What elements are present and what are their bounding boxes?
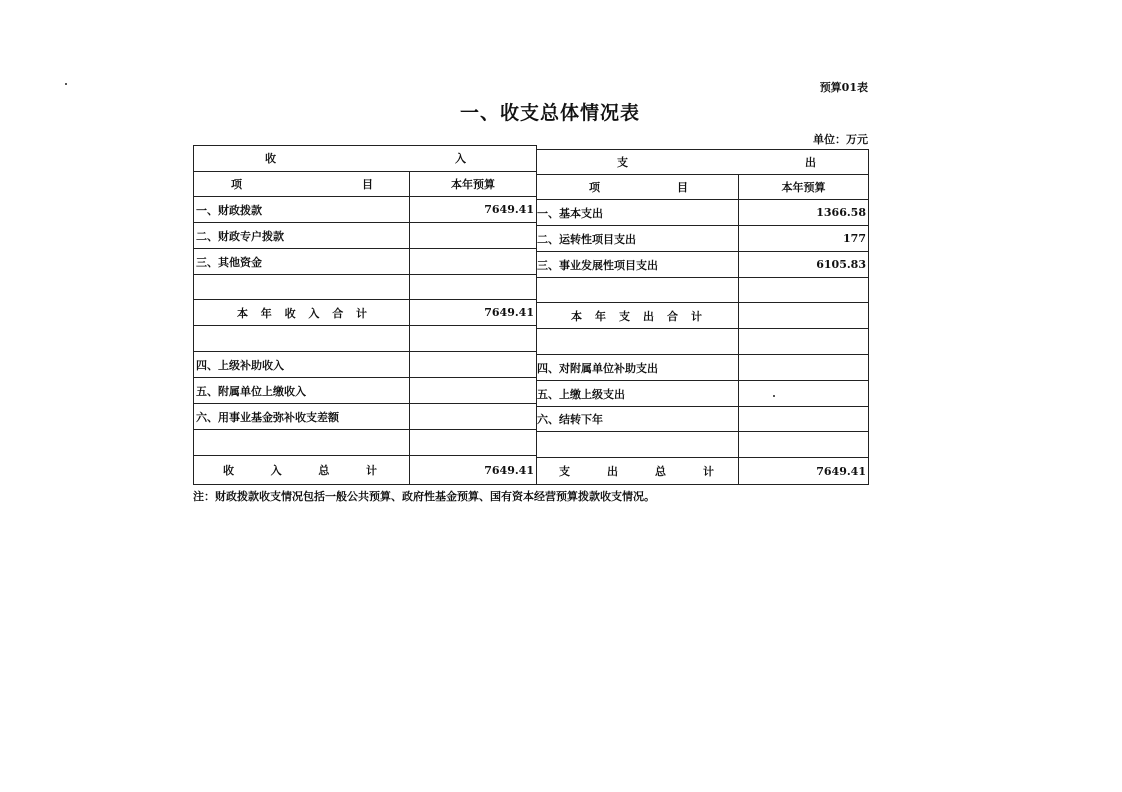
scan-speck bbox=[773, 395, 775, 397]
income-item: 六、用事业基金弥补收支差额 bbox=[193, 404, 410, 430]
income-grand-total-label: 收 入 总 计 bbox=[193, 456, 410, 485]
expense-budget: 1366.58 bbox=[739, 200, 869, 226]
income-item: 四、上级补助收入 bbox=[193, 352, 410, 378]
expense-budget bbox=[739, 381, 869, 407]
expense-header: 支 出 bbox=[537, 149, 869, 175]
income-budget bbox=[410, 223, 537, 249]
expense-budget bbox=[739, 432, 869, 458]
expense-budget bbox=[739, 329, 869, 355]
income-item: 二、财政专户拨款 bbox=[193, 223, 410, 249]
income-item bbox=[193, 275, 410, 300]
expense-item: 一、基本支出 bbox=[537, 200, 739, 226]
expense-budget bbox=[739, 407, 869, 432]
form-id: 预算01表 bbox=[819, 81, 868, 94]
expense-budget-header: 本年预算 bbox=[739, 175, 869, 200]
footnote: 注：财政拨款收支情况包括一般公共预算、政府性基金预算、国有资本经营预算拨款收支情况。 bbox=[193, 490, 655, 503]
income-budget-header: 本年预算 bbox=[410, 172, 537, 197]
expense-total-value bbox=[739, 303, 869, 329]
expense-budget: 6105.83 bbox=[739, 252, 869, 278]
expense-item: 二、运转性项目支出 bbox=[537, 226, 739, 252]
expense-item: 六、结转下年 bbox=[537, 407, 739, 432]
budget-table bbox=[193, 145, 869, 485]
income-item bbox=[193, 326, 410, 352]
income-item: 五、附属单位上缴收入 bbox=[193, 378, 410, 404]
expense-budget bbox=[739, 355, 869, 381]
expense-item-header: 项 目 bbox=[537, 175, 739, 200]
income-budget bbox=[410, 275, 537, 300]
income-grand-total-value: 7649.41 bbox=[410, 456, 537, 485]
expense-item bbox=[537, 278, 739, 303]
expense-grand-total-value: 7649.41 bbox=[739, 458, 869, 485]
expense-item: 五、上缴上级支出 bbox=[537, 381, 739, 407]
income-budget bbox=[410, 378, 537, 404]
page-title: 一、收支总体情况表 bbox=[459, 102, 640, 124]
income-header: 收 入 bbox=[193, 145, 537, 172]
income-item: 一、财政拨款 bbox=[193, 197, 410, 223]
expense-item: 三、事业发展性项目支出 bbox=[537, 252, 739, 278]
unit-label: 单位：万元 bbox=[813, 133, 868, 146]
income-budget bbox=[410, 326, 537, 352]
income-budget: 7649.41 bbox=[410, 197, 537, 223]
income-total-label: 本 年 收 入 合 计 bbox=[193, 300, 410, 326]
expense-item bbox=[537, 329, 739, 355]
income-budget bbox=[410, 430, 537, 456]
income-total-value: 7649.41 bbox=[410, 300, 537, 326]
income-item-header: 项 目 bbox=[193, 172, 410, 197]
income-budget bbox=[410, 249, 537, 275]
expense-item: 四、对附属单位补助支出 bbox=[537, 355, 739, 381]
expense-grand-total-label: 支 出 总 计 bbox=[537, 458, 739, 485]
income-item bbox=[193, 430, 410, 456]
income-budget bbox=[410, 352, 537, 378]
income-budget bbox=[410, 404, 537, 430]
expense-item bbox=[537, 432, 739, 458]
expense-budget bbox=[739, 278, 869, 303]
expense-budget: 177 bbox=[739, 226, 869, 252]
income-item: 三、其他资金 bbox=[193, 249, 410, 275]
expense-total-label: 本 年 支 出 合 计 bbox=[537, 303, 739, 329]
scan-speck bbox=[65, 83, 67, 85]
